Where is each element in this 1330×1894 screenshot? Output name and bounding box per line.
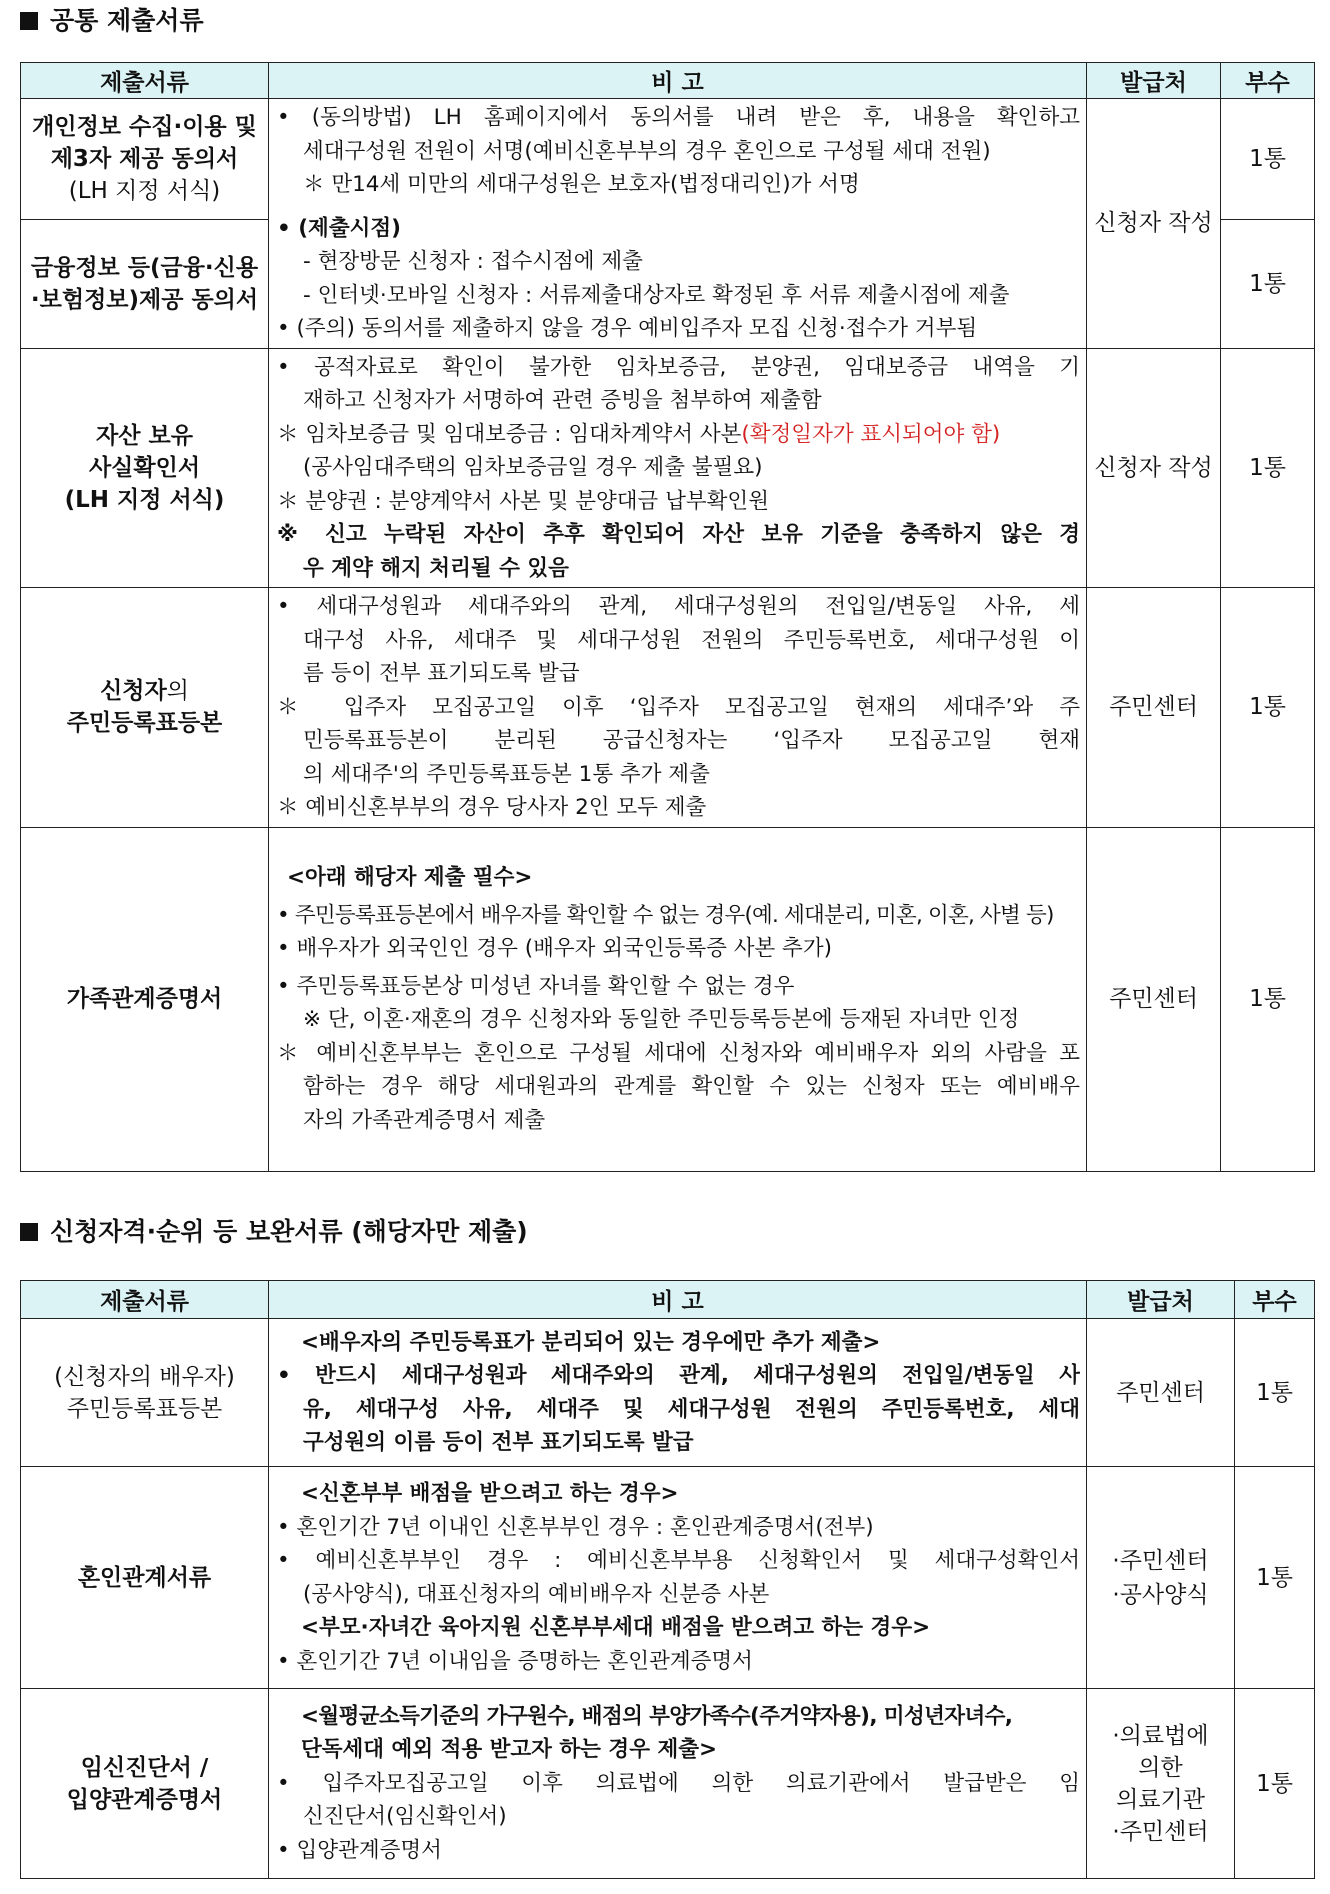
remark-line: - 인터넷·모바일 신청자 : 서류제출대상자로 확정된 후 서류 제출시점에 제출 [303, 282, 1010, 308]
count-family: 1통 [1221, 827, 1315, 1171]
table-header-row [21, 63, 1315, 99]
table-row-consent [21, 99, 1315, 220]
remark-line: <월평균소득기준의 가구원수, 배점의 부양가족수(주거약자용), 미성년자녀수, [301, 1703, 1013, 1729]
issuer-line: ·의료법에 [1112, 1722, 1209, 1749]
remark-asset [269, 348, 1087, 588]
remark-spouse [269, 1319, 1087, 1467]
section-title-common [20, 4, 204, 38]
count-pregnancy: 1통 [1235, 1689, 1315, 1879]
table-row-family [21, 827, 1315, 1171]
remark-line: <부모·자녀간 육아지원 신혼부부세대 배점을 받으려고 하는 경우> [301, 1615, 931, 1640]
remark-line: ＊ 임차보증금 및 임대보증금 : 임대차계약서 사본(확정일자가 표시되어야 함) [277, 421, 1001, 447]
remark-line: 민등록표등본이 분리된 공급신청자는 ‘입주자 모집공고일 현재 [303, 728, 1080, 753]
remark-line: 름 등이 전부 표기되도록 발급 [303, 661, 580, 686]
remark-line: • 입양관계증명서 [277, 1837, 442, 1863]
issuer-consent: 신청자 작성 [1087, 99, 1221, 349]
table-row-marriage [21, 1467, 1315, 1689]
supplementary-documents-table [20, 1280, 1315, 1879]
doc-line: 사실확인서 [88, 454, 201, 481]
remark-line: • 주민등록표등본상 미성년 자녀를 확인할 수 없는 경우 [277, 973, 795, 999]
remark-line: • 공적자료로 확인이 불가한 임차보증금, 분양권, 임대보증금 내역을 기 [277, 354, 1080, 380]
header-issuer: 발급처 [1087, 63, 1221, 99]
issuer-spouse: 주민센터 [1087, 1319, 1235, 1467]
remark-line: • (동의방법) LH 홈페이지에서 동의서를 내려 받은 후, 내용을 확인하고 [277, 105, 1080, 130]
doc-line: (LH 지정 서식) [68, 178, 221, 205]
remark-line: 단독세대 예외 적용 받고자 하는 경우 제출> [301, 1737, 718, 1763]
remark-line: • 혼인기간 7년 이내임을 증명하는 혼인관계증명서 [277, 1648, 753, 1674]
header-issuer: 발급처 [1087, 1281, 1235, 1319]
doc-line: (신청자의 배우자) [54, 1363, 235, 1390]
remark-line: 유, 세대구성 사유, 세대주 및 세대구성원 전원의 주민등록번호, 세대 [303, 1396, 1080, 1422]
remark-resident [269, 588, 1087, 828]
table-row-spouse [21, 1319, 1315, 1467]
remark-line: • 주민등록표등본에서 배우자를 확인할 수 없는 경우(예. 세대분리, 미혼, 이혼, 사별 등) [277, 902, 1054, 928]
remark-line: • 입주자모집공고일 이후 의료법에 의한 의료기관에서 발급받은 임 [277, 1770, 1080, 1796]
remark-line: ※ 단, 이혼·재혼의 경우 신청자와 동일한 주민등록등본에 등재된 자녀만 인정 [303, 1007, 1020, 1032]
issuer-line: ·공사양식 [1112, 1581, 1209, 1608]
remark-line: (공사임대주택의 임차보증금일 경우 제출 불필요) [303, 455, 763, 480]
header-doc: 제출서류 [21, 1281, 269, 1319]
header-count: 부수 [1221, 63, 1315, 99]
header-count: 부수 [1235, 1281, 1315, 1319]
issuer-line: 의료기관 [1116, 1786, 1205, 1813]
remark-line: (공사양식), 대표신청자의 예비배우자 신분증 사본 [303, 1581, 770, 1607]
remark-line: <아래 해당자 제출 필수> [287, 865, 533, 890]
doc-spouse-register [21, 1319, 269, 1467]
doc-line: 신청자의 [100, 678, 189, 705]
issuer-line: ·주민센터 [1112, 1818, 1209, 1845]
remark-line: ＊ 예비신혼부부는 혼인으로 구성될 세대에 신청자와 예비배우자 외의 사람을 포 [277, 1040, 1080, 1066]
remark-line: 구성원의 이름 등이 전부 표기되도록 발급 [303, 1430, 694, 1455]
issuer-line: 의한 [1138, 1754, 1183, 1781]
doc-line: 주민등록표등본 [66, 1395, 223, 1422]
remark-line: 신진단서(임신확인서) [303, 1804, 507, 1830]
remark-line: 재하고 신청자가 서명하여 관련 증빙을 첨부하여 제출함 [303, 388, 822, 413]
doc-line: 개인정보 수집·이용 및 [32, 114, 257, 141]
doc-personal-info-consent [21, 99, 269, 220]
section-title-supplementary [20, 1215, 528, 1249]
table-header-row [21, 1281, 1315, 1319]
remark-line: ＊ 예비신혼부부의 경우 당사자 2인 모두 제출 [277, 795, 707, 820]
doc-line: 제3자 제공 동의서 [50, 146, 239, 173]
section-title-text: 공통 제출서류 [50, 6, 204, 35]
doc-line: 금융정보 등(금융·신용 [30, 254, 259, 281]
header-remark: 비 고 [269, 1281, 1087, 1319]
doc-financial-info-consent [21, 220, 269, 348]
remark-line: 함하는 경우 해당 세대원과의 관계를 확인할 수 있는 신청자 또는 예비배우 [303, 1074, 1080, 1099]
doc-marriage-relation: 혼인관계서류 [21, 1467, 269, 1689]
remark-marriage [269, 1467, 1087, 1689]
remark-line: 세대구성원 전원이 서명(예비신혼부부의 경우 혼인으로 구성될 세대 전원) [303, 138, 991, 164]
remark-line: <배우자의 주민등록표가 분리되어 있는 경우에만 추가 제출> [301, 1329, 881, 1355]
doc-asset-confirmation [21, 348, 269, 588]
count-asset: 1통 [1221, 348, 1315, 588]
doc-line: 임신진단서 / [80, 1754, 209, 1781]
remark-line: ※ 신고 누락된 자산이 추후 확인되어 자산 보유 기준을 충족하지 않은 경 [277, 522, 1080, 547]
remark-line: • (제출시점) [277, 215, 401, 241]
remark-line: ＊ 만14세 미만의 세대구성원은 보호자(법정대리인)가 서명 [303, 172, 860, 197]
remark-line: 대구성 사유, 세대주 및 세대구성원 전원의 주민등록번호, 세대구성원 이 [303, 627, 1080, 653]
remark-line: • 배우자가 외국인인 경우 (배우자 외국인등록증 사본 추가) [277, 936, 832, 961]
count-consent-2: 1통 [1221, 220, 1315, 348]
table-row-resident [21, 588, 1315, 828]
remark-line: • 혼인기간 7년 이내인 신혼부부인 경우 : 혼인관계증명서(전부) [277, 1514, 874, 1540]
doc-line: ·보험정보)제공 동의서 [30, 286, 259, 313]
issuer-asset: 신청자 작성 [1087, 348, 1221, 588]
doc-resident-register [21, 588, 269, 828]
red-note: (확정일자가 표시되어야 함) [741, 421, 1001, 447]
remark-line: 우 계약 해지 처리될 수 있음 [303, 555, 569, 581]
count-marriage: 1통 [1235, 1467, 1315, 1689]
remark-line: <신혼부부 배점을 받으려고 하는 경우> [301, 1481, 679, 1506]
remark-family [269, 827, 1087, 1171]
remark-line: - 현장방문 신청자 : 접수시점에 제출 [303, 249, 643, 274]
header-doc: 제출서류 [21, 63, 269, 99]
remark-consent [269, 99, 1087, 349]
remark-line: • 반드시 세대구성원과 세대주와의 관계, 세대구성원의 전입일/변동일 사 [277, 1363, 1080, 1388]
remark-line: ＊ 분양권 : 분양계약서 사본 및 분양대금 납부확인원 [277, 488, 769, 514]
common-documents-table [20, 62, 1315, 1172]
remark-pregnancy [269, 1689, 1087, 1879]
issuer-family: 주민센터 [1087, 827, 1221, 1171]
section-title-text: 신청자격·순위 등 보완서류 (해당자만 제출) [50, 1217, 528, 1246]
doc-line: 주민등록표등본 [66, 710, 223, 737]
remark-line: 자의 가족관계증명서 제출 [303, 1107, 546, 1133]
issuer-marriage [1087, 1467, 1235, 1689]
issuer-line: ·주민센터 [1112, 1547, 1209, 1574]
issuer-resident: 주민센터 [1087, 588, 1221, 828]
remark-line: • 세대구성원과 세대주와의 관계, 세대구성원의 전입일/변동일 사유, 세 [277, 594, 1080, 619]
remark-line: • 예비신혼부부인 경우 : 예비신혼부부용 신청확인서 및 세대구성확인서 [277, 1548, 1080, 1573]
square-bullet-icon [20, 1223, 38, 1241]
remark-line: 의 세대주'의 주민등록표등본 1통 추가 제출 [303, 761, 710, 787]
remark-line: • (주의) 동의서를 제출하지 않을 경우 예비입주자 모집 신청·접수가 거부됨 [277, 316, 978, 341]
table-row-asset [21, 348, 1315, 588]
doc-line: (LH 지정 서식) [64, 486, 225, 513]
table-row-pregnancy [21, 1689, 1315, 1879]
square-bullet-icon [20, 12, 38, 30]
remark-line: ＊ 입주자 모집공고일 이후 ‘입주자 모집공고일 현재의 세대주’와 주 [277, 694, 1080, 720]
issuer-pregnancy [1087, 1689, 1235, 1879]
doc-line: 입양관계증명서 [66, 1786, 223, 1813]
doc-family-relation: 가족관계증명서 [21, 827, 269, 1171]
header-remark: 비 고 [269, 63, 1087, 99]
doc-pregnancy-adoption [21, 1689, 269, 1879]
count-consent-1: 1통 [1221, 99, 1315, 220]
doc-line: 자산 보유 [96, 422, 193, 449]
count-resident: 1통 [1221, 588, 1315, 828]
count-spouse: 1통 [1235, 1319, 1315, 1467]
